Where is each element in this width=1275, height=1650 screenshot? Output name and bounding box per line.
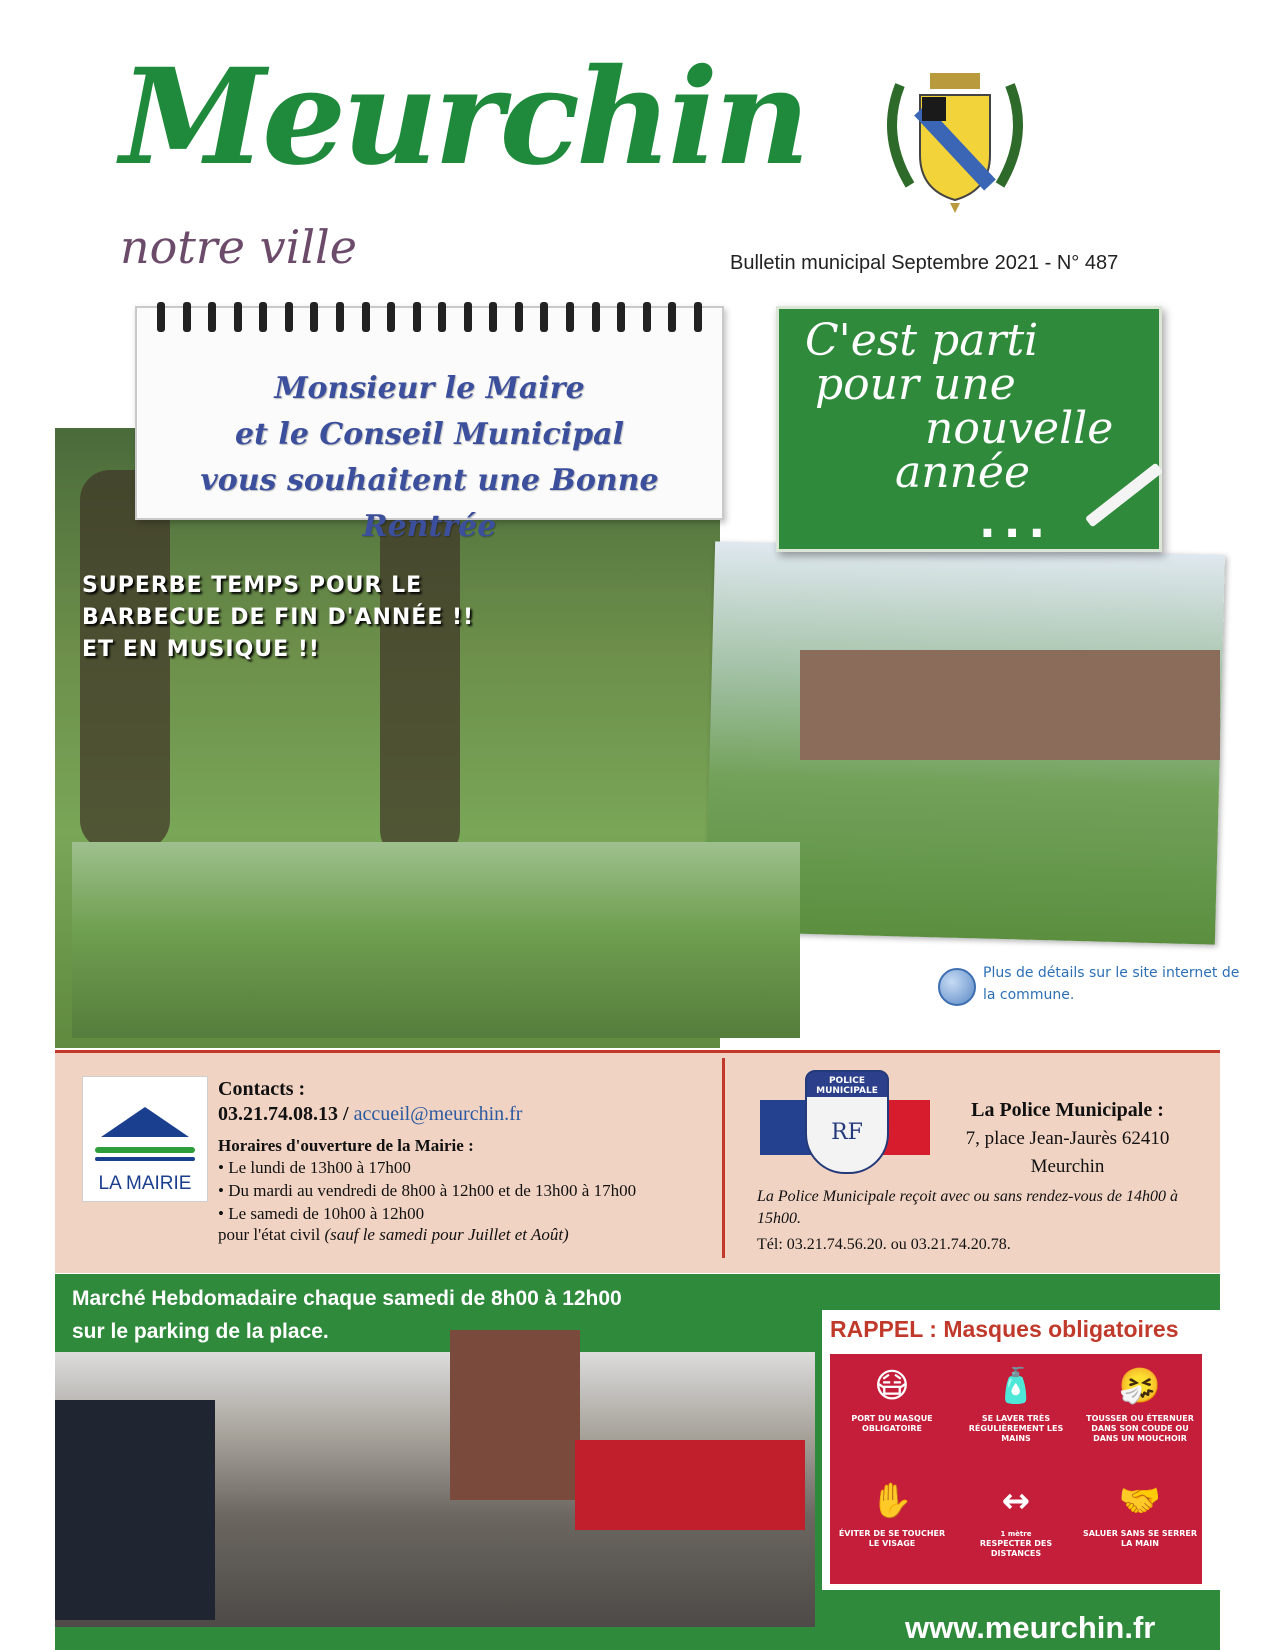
gesture-item: 😷 PORT DU MASQUE OBLIGATOIRE [830,1354,954,1469]
hours-note: pour l'état civil (sauf le samedi pour Juillet et Août) [218,1225,569,1244]
gesture-item: ↔ 1 mètre RESPECTER DES DISTANCES [954,1469,1078,1584]
no-handshake-icon: 🤝 [1118,1481,1162,1521]
gesture-item: ✋ ÉVITER DE SE TOUCHER LE VISAGE [830,1469,954,1584]
children-circle-photo [72,842,800,1038]
police-hours-note: La Police Municipale reçoit avec ou sans rendez-vous de 14h00 à 15h00. [757,1188,1178,1227]
mask-reminder-title: RAPPEL : Masques obligatoires [830,1316,1179,1342]
hours-line: • Le lundi de 13h00 à 17h00 [218,1158,411,1177]
gesture-item: 🧴 SE LAVER TRÈS RÉGULIÈREMENT LES MAINS [954,1354,1078,1469]
contacts-phone-line: 03.21.74.08.13 / accueil@meurchin.fr [218,1103,523,1125]
hours-line: • Le samedi de 10h00 à 12h00 [218,1204,425,1223]
mairie-phone[interactable]: 03.21.74.08.13 [218,1103,338,1125]
hours-title: Horaires d'ouverture de la Mairie : [218,1136,474,1155]
town-hall-icon [101,1107,189,1137]
coat-of-arms-icon [870,65,1040,215]
gesture-item: 🤝 SALUER SANS SE SERRER LA MAIN [1082,1481,1198,1548]
mask-icon: 😷 [874,1366,910,1406]
market-house [450,1330,580,1500]
police-address: La Police Municipale : 7, place Jean-Jaurès 62410 Meurchin [965,1099,1170,1177]
police-phone[interactable]: Tél: 03.21.74.56.20. ou 03.21.74.20.78. [757,1236,1011,1253]
website-link[interactable]: www.meurchin.fr [905,1610,1156,1645]
barbecue-caption: SUPERBE TEMPS POUR LE BARBECUE DE FIN D'ANNÉE !! ET EN MUSIQUE !! [82,573,475,662]
cough-icon: 🤧 [1118,1366,1162,1406]
gesture-item: 🤧 TOUSSER OU ÉTERNUER DANS SON COUDE OU DANS UN MOUCHOIR [1078,1354,1202,1469]
notepad-rings [157,302,702,332]
barrier-gestures-grid [830,1354,1202,1584]
market-tent [575,1440,805,1530]
no-face-touch-icon: ✋ [870,1481,914,1521]
school-building [800,650,1220,760]
greeting-text: Monsieur le Maire et le Conseil Municipal vous souhaitent une Bonne Rentrée [200,371,659,544]
bulletin-issue: Bulletin municipal Septembre 2021 - N° 487 [730,252,1119,274]
mask-reminder-panel [822,1310,1220,1590]
mairie-email-link[interactable]: accueil@meurchin.fr [353,1103,523,1125]
police-logo [760,1070,930,1170]
contacts-title: Contacts : [218,1078,306,1100]
hours-line: • Du mardi au vendredi de 8h00 à 12h00 et de 13h00 à 17h00 [218,1181,637,1200]
masthead-title: Meurchin [120,40,807,195]
chalkboard-text: C'est parti pour une nouvelle année [805,315,1114,498]
band-divider [722,1058,725,1258]
contacts-block [218,1078,636,1245]
police-shield-icon: POLICE MUNICIPALE RF [805,1070,889,1174]
hand-wash-icon: 🧴 [994,1366,1038,1406]
greeting-notepad [135,306,724,544]
chalkboard-dots: ... [979,497,1054,548]
chalkboard [776,306,1162,552]
market-van [55,1400,215,1620]
mairie-logo-label: LA MAIRIE [98,1173,192,1194]
market-announcement: Marché Hebdomadaire chaque samedi de 8h00 à 12h00 sur le parking de la place. [72,1287,622,1343]
masthead-subtitle: notre ville [120,220,357,274]
website-info-note: Plus de détails sur le site internet de la commune. [983,965,1240,1003]
distance-icon: ↔ [1001,1481,1031,1521]
mairie-logo [82,1076,208,1202]
